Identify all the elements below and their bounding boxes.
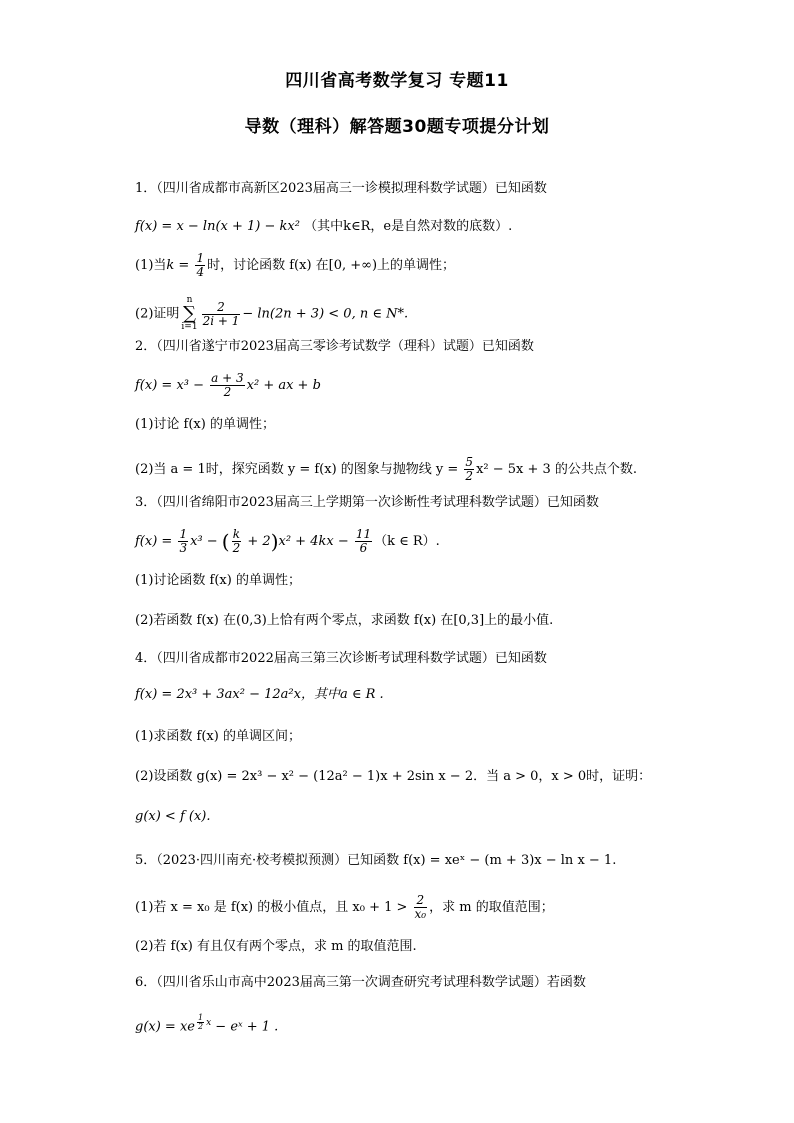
problem-1-formula: f(x) = x − ln(x + 1) − kx² bbox=[135, 219, 300, 234]
fraction bbox=[464, 456, 474, 483]
part-prefix: (2)当 a = 1时，探究函数 y = f(x) 的图象与抛物线 y = bbox=[135, 462, 463, 477]
problem-5-part-1 bbox=[135, 894, 554, 921]
fraction bbox=[355, 528, 372, 555]
problem-6-formula bbox=[135, 1014, 278, 1036]
title-line1: 四川省高考数学复习 专题11 bbox=[285, 71, 509, 91]
fraction-numerator: 11 bbox=[355, 527, 372, 541]
part-prefix: (1)当 bbox=[135, 258, 167, 273]
problem-2-stem: 2．（四川省遂宁市2023届高三零诊考试数学（理科）试题）已知函数 bbox=[135, 339, 534, 354]
fraction-numerator: 2 bbox=[414, 894, 428, 908]
problem-4-stem: 4．（四川省成都市2022届高三第三次诊断考试理科数学试题）已知函数 bbox=[135, 651, 547, 666]
title-line2: 导数（理科）解答题30题专项提分计划 bbox=[244, 117, 550, 137]
fraction bbox=[178, 528, 188, 555]
fraction-denominator: 2i + 1 bbox=[202, 313, 240, 328]
fraction bbox=[210, 372, 244, 399]
problem-5-part-2: (2)若 f(x) 有且仅有两个零点，求 m 的取值范围. bbox=[135, 939, 417, 954]
sigma-icon: ∑ bbox=[183, 303, 196, 324]
fraction-numerator: 1 bbox=[196, 251, 205, 265]
fraction-numerator: 2 bbox=[202, 301, 241, 315]
formula-part: f(x) = x³ − bbox=[135, 378, 209, 393]
formula-part: g(x) = xe bbox=[135, 1019, 195, 1035]
sum-upper: n bbox=[186, 295, 193, 305]
fraction-denominator: 2 bbox=[465, 469, 474, 483]
fraction-numerator: k bbox=[232, 527, 241, 541]
formula-part: x³ − bbox=[190, 534, 222, 549]
part-suffix: x² − 5x + 3 的公共点个数. bbox=[476, 462, 638, 477]
left-paren-icon: ( bbox=[221, 529, 230, 554]
formula-part: x² + ax + b bbox=[246, 378, 321, 393]
fraction-denominator: x₀ bbox=[414, 907, 427, 921]
fraction bbox=[414, 894, 428, 921]
summation bbox=[181, 296, 197, 332]
exponent bbox=[195, 1013, 212, 1031]
problem-3-part-2: (2)若函数 f(x) 在(0,3)上恰有两个零点，求函数 f(x) 在[0,3]上的最小值. bbox=[135, 613, 554, 628]
part-prefix: (2)证明 bbox=[135, 306, 180, 322]
part-prefix: (1)若 x = x₀ 是 f(x) 的极小值点，且 x₀ + 1 > bbox=[135, 900, 412, 915]
fraction-numerator: a + 3 bbox=[211, 371, 244, 385]
problem-2-part-1: (1)讨论 f(x) 的单调性； bbox=[135, 417, 275, 432]
fraction bbox=[202, 301, 241, 328]
part-math: k = bbox=[166, 258, 194, 273]
part-suffix: 时，讨论函数 f(x) 在[0, +∞)上的单调性； bbox=[207, 258, 456, 273]
fraction-denominator: 6 bbox=[359, 541, 368, 555]
problem-3-part-1: (1)讨论函数 f(x) 的单调性； bbox=[135, 573, 301, 588]
problem-3-stem: 3．（四川省绵阳市2023届高三上学期第一次诊断性考试理科数学试题）已知函数 bbox=[135, 495, 599, 510]
fraction-numerator: 5 bbox=[465, 455, 474, 469]
problem-1-formula-line bbox=[135, 218, 512, 236]
fraction bbox=[197, 1014, 204, 1031]
part-suffix: − ln(2n + 3) < 0, n ∈ N*. bbox=[242, 306, 409, 322]
fraction-denominator: 2 bbox=[197, 1022, 204, 1031]
formula-part: − eˣ + 1 . bbox=[211, 1019, 279, 1035]
problem-1-note: （其中k∈R，e是自然对数的底数）. bbox=[304, 219, 513, 234]
formula-part: x² + 4kx − bbox=[278, 534, 353, 549]
fraction-denominator: 3 bbox=[179, 541, 188, 555]
formula-part: （k ∈ R）. bbox=[374, 534, 440, 549]
fraction-numerator: 1 bbox=[179, 527, 188, 541]
fraction-numerator: 1 bbox=[197, 1013, 204, 1022]
right-paren-icon: ) bbox=[270, 529, 279, 554]
formula-part: f(x) = bbox=[135, 534, 177, 549]
fraction-denominator: 2 bbox=[232, 541, 241, 555]
problem-4-part-1: (1)求函数 f(x) 的单调区间； bbox=[135, 729, 301, 744]
sum-lower: i=1 bbox=[181, 322, 198, 332]
formula-part: + 2 bbox=[243, 534, 271, 549]
fraction-denominator: 2 bbox=[223, 385, 232, 399]
problem-5-stem: 5．（2023·四川南充·校考模拟预测）已知函数 f(x) = xeˣ − (m + 3)x − ln x − 1. bbox=[135, 853, 617, 868]
problem-1-part-2 bbox=[135, 296, 408, 332]
problem-4-formula: f(x) = 2x³ + 3ax² − 12a²x，其中a ∈ R . bbox=[135, 687, 384, 702]
fraction-denominator: 4 bbox=[196, 265, 205, 279]
problem-1-part-1 bbox=[135, 252, 455, 279]
problem-3-formula bbox=[135, 528, 440, 555]
problem-2-part-2 bbox=[135, 456, 637, 483]
fraction bbox=[232, 528, 242, 555]
problem-6-stem: 6．（四川省乐山市高中2023届高三第一次调查研究考试理科数学试题）若函数 bbox=[135, 975, 586, 990]
part-suffix: ，求 m 的取值范围； bbox=[429, 900, 554, 915]
problem-4-part-2-cont: g(x) < f (x). bbox=[135, 809, 211, 824]
problem-2-formula bbox=[135, 372, 321, 399]
problem-4-part-2: (2)设函数 g(x) = 2x³ − x² − (12a² − 1)x + 2sin x − 2．当 a > 0，x > 0时，证明： bbox=[135, 769, 652, 784]
problem-1-stem: 1．（四川省成都市高新区2023届高三一诊模拟理科数学试题）已知函数 bbox=[135, 181, 547, 196]
exponent-tail: x bbox=[206, 1018, 212, 1028]
fraction bbox=[195, 252, 205, 279]
